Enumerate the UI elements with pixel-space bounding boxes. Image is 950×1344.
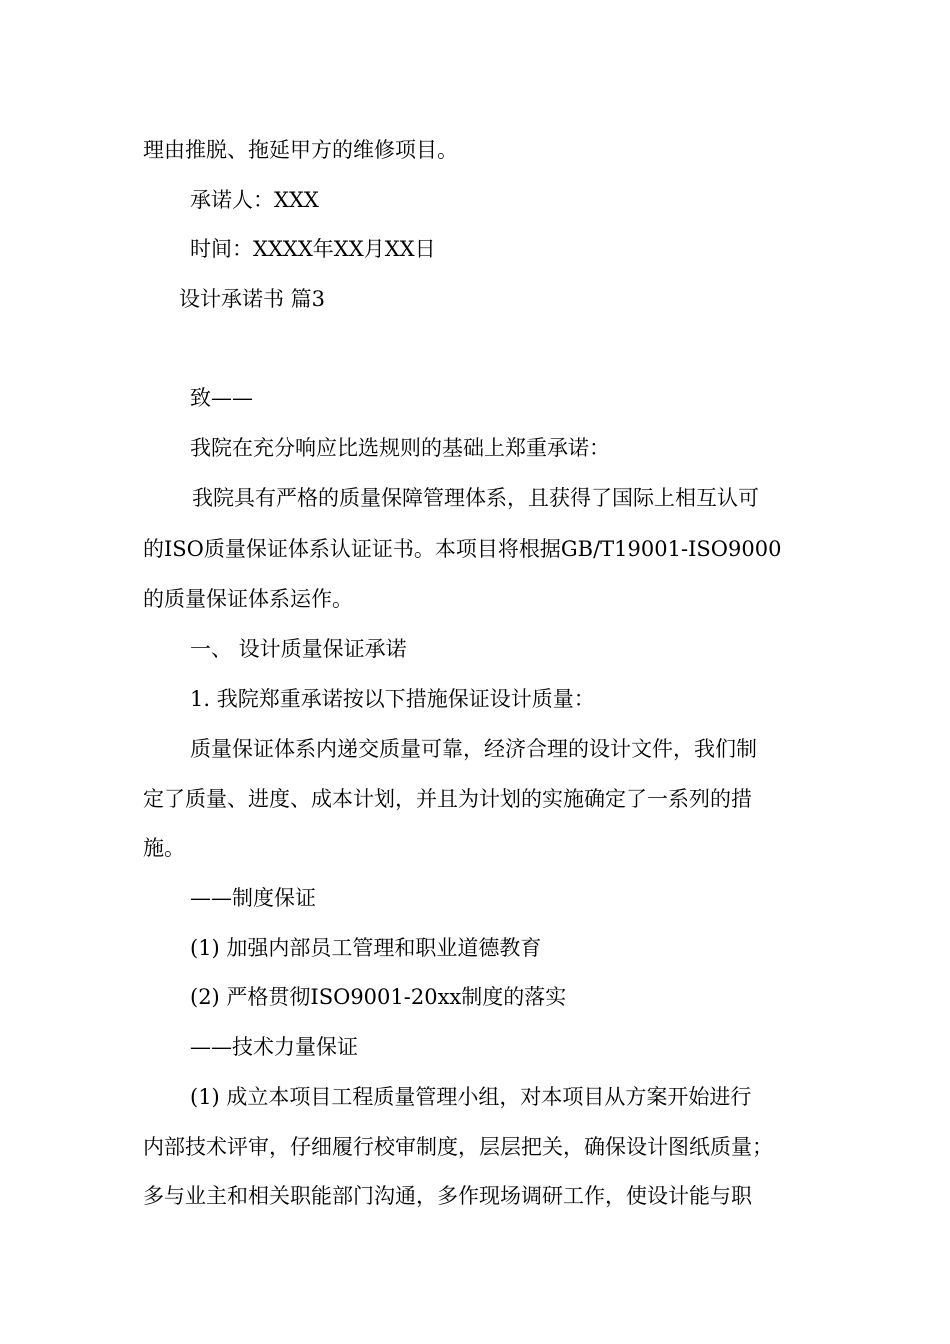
text-line: 我院具有严格的质量保障管理体系，且获得了国际上相互认可 [192, 486, 759, 510]
text-line: 理由推脱、拖延甲方的维修项目。 [143, 138, 458, 162]
date-line: 时间：XXXX年XX月XX日 [190, 237, 436, 261]
list-item: (1) 加强内部员工管理和职业道德教育 [190, 936, 542, 960]
list-item: (1) 成立本项目工程质量管理小组，对本项目从方案开始进行 [190, 1085, 752, 1109]
text-line: 的质量保证体系运作。 [143, 587, 353, 611]
section-heading: 设计承诺书 篇3 [179, 287, 326, 311]
salutation: 致—— [190, 386, 253, 410]
text-line: 的ISO质量保证体系认证证书。本项目将根据GB/T19001-ISO9000 [143, 537, 782, 561]
text-line: 内部技术评审，仔细履行校审制度，层层把关，确保设计图纸质量； [143, 1135, 773, 1159]
text-line: 质量保证体系内递交质量可靠，经济合理的设计文件，我们制 [190, 737, 757, 761]
promisor-line: 承诺人：XXX [190, 188, 319, 212]
text-line: 多与业主和相关职能部门沟通，多作现场调研工作，使设计能与职 [143, 1184, 752, 1208]
subsection-heading: 一、 设计质量保证承诺 [190, 637, 407, 661]
list-item: (2) 严格贯彻ISO9001-20xx制度的落实 [190, 985, 567, 1009]
text-line: 施。 [143, 836, 185, 860]
text-line: 1. 我院郑重承诺按以下措施保证设计质量： [190, 687, 595, 711]
item-heading: ——制度保证 [190, 886, 316, 910]
text-line: 定了质量、进度、成本计划，并且为计划的实施确定了一系列的措 [143, 787, 752, 811]
item-heading: ——技术力量保证 [190, 1035, 358, 1059]
text-line: 我院在充分响应比选规则的基础上郑重承诺： [190, 436, 610, 460]
